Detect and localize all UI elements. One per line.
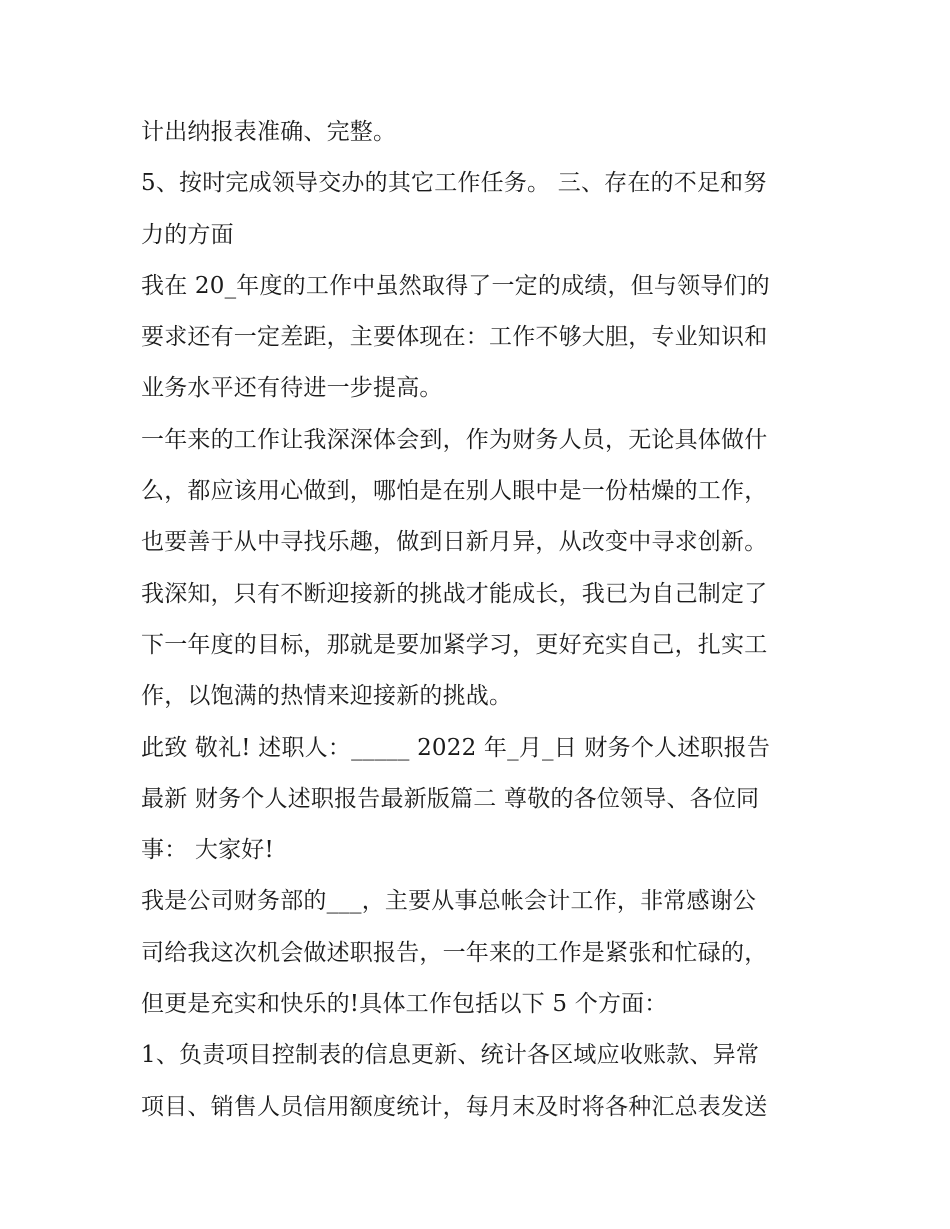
- text-line: 作，以饱满的热情来迎接新的挑战。: [141, 683, 513, 710]
- text-line: 我是公司财务部的___，主要从事总帐会计工作，非常感谢公: [141, 888, 757, 915]
- text-line: 我深知，只有不断迎接新的挑战才能成长，我已为自己制定了: [141, 580, 768, 607]
- text-line: 5、按时完成领导交办的其它工作任务。 三、存在的不足和努: [141, 170, 767, 197]
- text-line: 么，都应该用心做到，哪怕是在别人眼中是一份枯燥的工作，: [141, 478, 768, 505]
- text-line: 我在 20_年度的工作中虽然取得了一定的成绩，但与领导们的: [141, 272, 770, 299]
- text-line: 此致 敬礼! 述职人：_____ 2022 年_月_日 财务个人述职报告: [141, 734, 771, 761]
- text-line: 业务水平还有待进一步提高。: [141, 375, 443, 402]
- text-line: 要求还有一定差距，主要体现在：工作不够大胆，专业知识和: [141, 324, 768, 351]
- text-line: 最新 财务个人述职报告最新版篇二 尊敬的各位领导、各位同: [141, 785, 760, 812]
- text-line: 也要善于从中寻找乐趣，做到日新月异，从改变中寻求创新。: [141, 529, 768, 556]
- text-line: 一年来的工作让我深深体会到，作为财务人员，无论具体做什: [141, 426, 768, 453]
- text-line: 项目、销售人员信用额度统计，每月末及时将各种汇总表发送: [141, 1093, 768, 1120]
- document-body: [141, 107, 821, 1133]
- text-line: 下一年度的目标，那就是要加紧学习，更好充实自己，扎实工: [141, 631, 768, 658]
- text-line: 1、负责项目控制表的信息更新、统计各区域应收账款、异常: [141, 1042, 760, 1069]
- text-line: 计出纳报表准确、完整。: [141, 119, 397, 145]
- text-line: 力的方面: [141, 221, 234, 248]
- text-line: 事： 大家好!: [141, 837, 274, 864]
- text-line: 但更是充实和快乐的!具体工作包括以下 5 个方面：: [141, 991, 668, 1018]
- text-line: 司给我这次机会做述职报告，一年来的工作是紧张和忙碌的，: [141, 939, 768, 966]
